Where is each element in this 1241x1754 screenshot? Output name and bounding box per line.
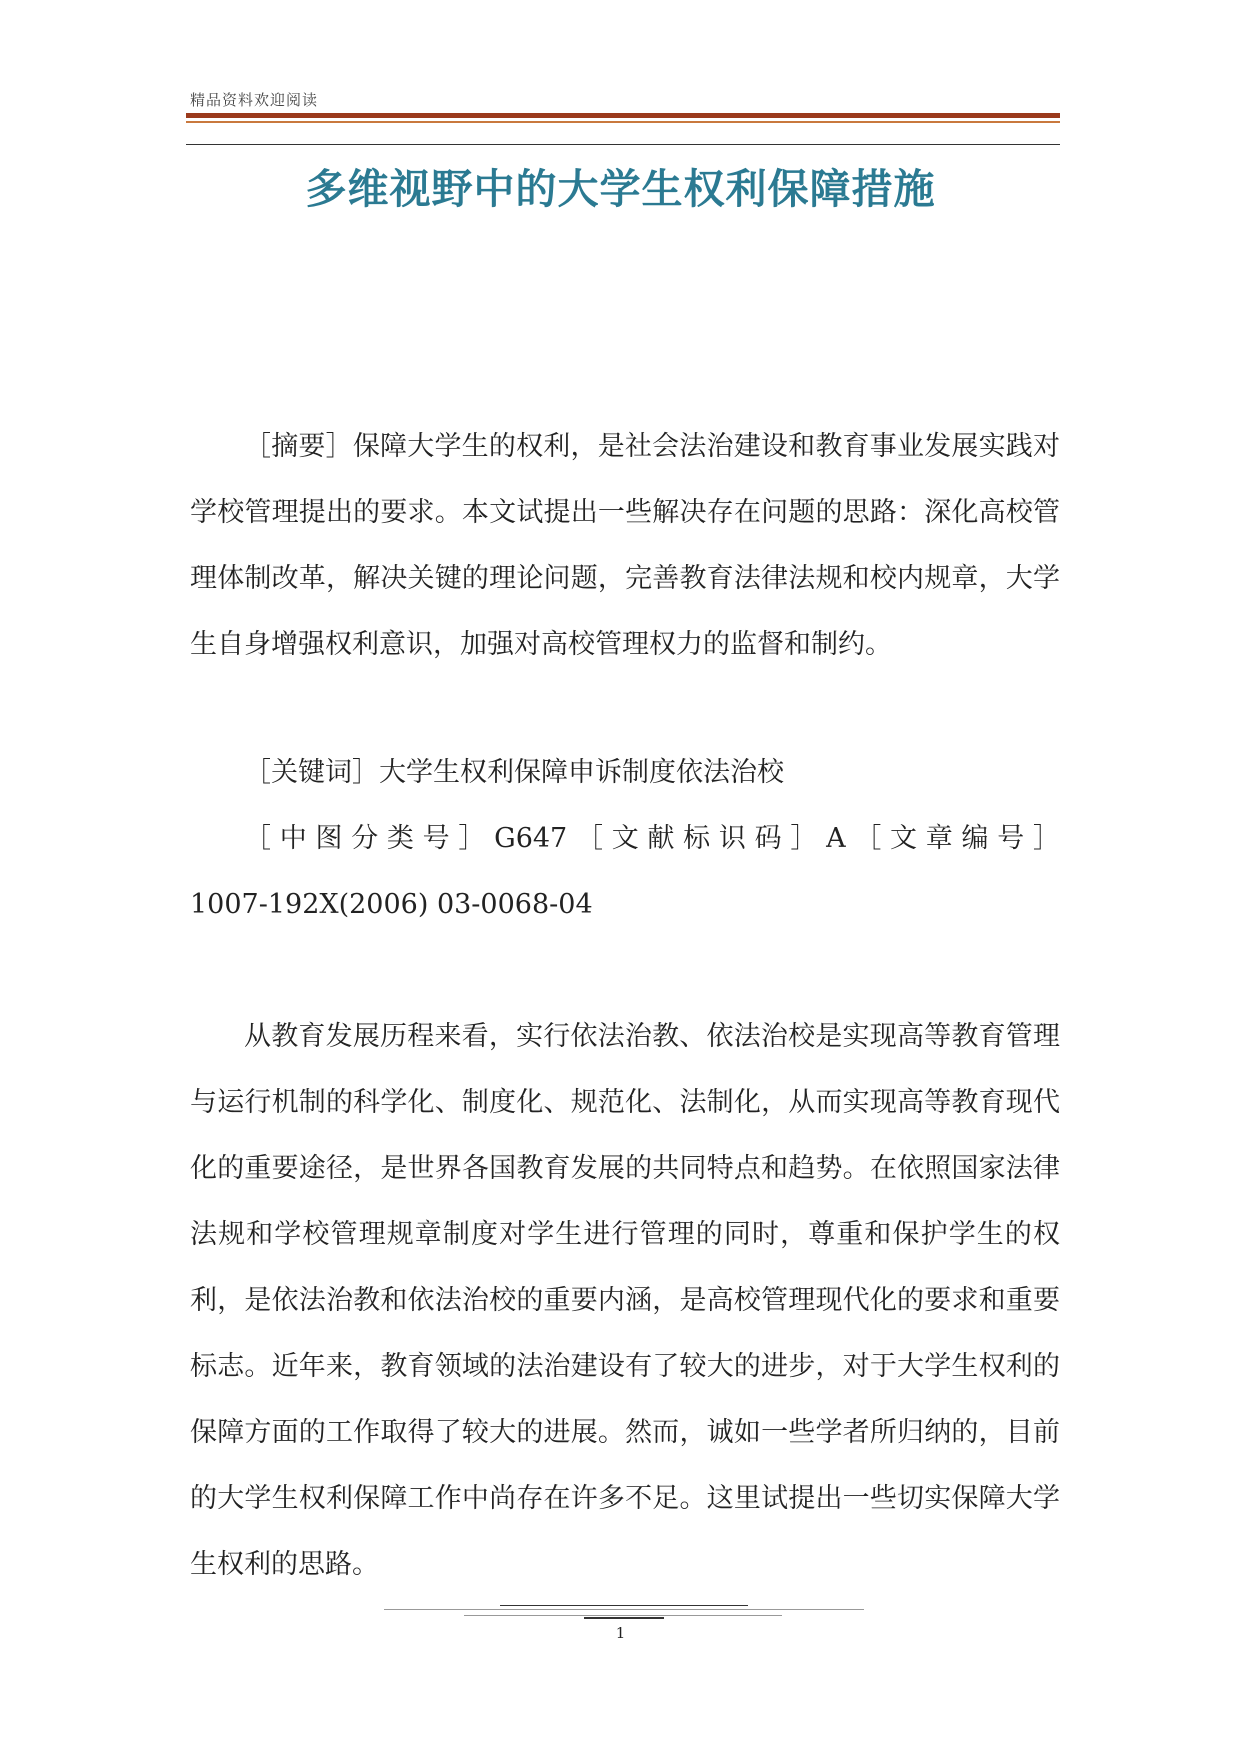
abstract-paragraph: ［摘要］保障大学生的权利，是社会法治建设和教育事业发展实践对学校管理提出的要求。本文试提出一些解决存在问题的思路：深化高校管理体制改革，解决关键的理论问题，完善教育法律法规和校内规章，大学生自身增强权利意识，加强对高校管理权力的监督和制约。 <box>190 431 1060 660</box>
header-rule-thick <box>186 113 1060 118</box>
header-rule-accent <box>186 121 1060 123</box>
classification-paragraph: ［中图分类号］G647［文献标识码］A［文章编号］ <box>244 823 1060 854</box>
keywords-paragraph: ［关键词］大学生权利保障申诉制度依法治校 <box>244 757 784 788</box>
classification-continued: 1007-192X(2006) 03-0068-04 <box>190 889 593 920</box>
header-rule-thin <box>186 144 1060 145</box>
footer-rule-short <box>584 1617 664 1619</box>
document-title: 多维视野中的大学生权利保障措施 <box>305 165 936 213</box>
body-paragraph: 从教育发展历程来看，实行依法治教、依法治校是实现高等教育管理与运行机制的科学化、制度化、规范化、法制化，从而实现高等教育现代化的重要途径，是世界各国教育发展的共同特点和趋势。在依照国家法律法规和学校管理规章制度对学生进行管理的同时，尊重和保护学生的权利，是依法治教和依法治校的重要内涵，是高校管理现代化的要求和重要标志。近年来，教育领域的法治建设有了较大的进步，对于大学生权利的保障方面的工作取得了较大的进展。然而，诚如一些学者所归纳的，目前的大学生权利保障工作中尚存在许多不足。这里试提出一些切实保障大学生权利的思路。 <box>190 1021 1060 1580</box>
page-number: 1 <box>615 1624 626 1642</box>
footer-rule-mid <box>464 1615 782 1616</box>
header-label: 精品资料欢迎阅读 <box>190 91 319 109</box>
footer-rule-wide <box>384 1609 864 1610</box>
footer-rule-top <box>500 1605 748 1606</box>
